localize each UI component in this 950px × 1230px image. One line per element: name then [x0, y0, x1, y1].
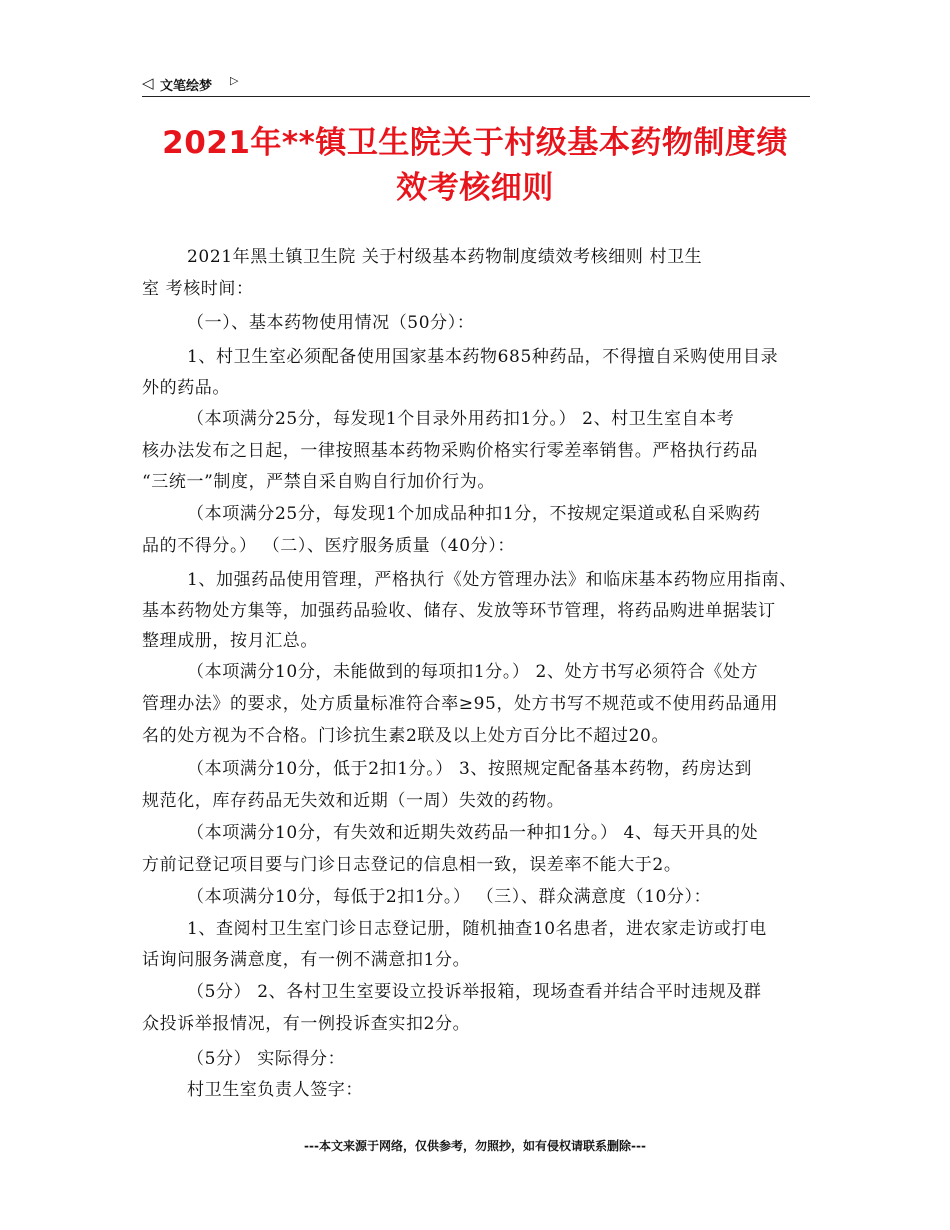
- body-line: 2021年黑土镇卫生院 关于村级基本药物制度绩效考核细则 村卫生: [187, 247, 703, 267]
- body-line: 1、查阅村卫生室门诊日志登记册，随机抽查10名患者，进农家走访或打电: [187, 919, 767, 939]
- body-line: 室 考核时间：: [142, 279, 254, 299]
- body-line: 名的处方视为不合格。门诊抗生素2联及以上处方百分比不超过20。: [142, 726, 670, 746]
- body-line: 话询问服务满意度，有一例不满意扣1分。: [142, 950, 471, 970]
- body-line: （一）、基本药物使用情况（50分）：: [187, 313, 475, 333]
- document-title-line-1: 2021年**镇卫生院关于村级基本药物制度绩: [162, 125, 788, 161]
- footer-disclaimer: ---本文来源于网络，仅供参考，勿照抄，如有侵权请联系删除---: [304, 1139, 646, 1153]
- body-line: （本项满分25分，每发现1个加成品种扣1分，不按规定渠道或私自采购药: [187, 504, 761, 524]
- body-line: 众投诉举报情况，有一例投诉查实扣2分。: [142, 1014, 471, 1034]
- brand-name: 文笔绘梦: [160, 79, 213, 94]
- document-title-line-2: 效考核细则: [396, 170, 554, 206]
- body-line: （本项满分10分，有失效和近期失效药品一种扣1分。） 4、每天开具的处: [187, 823, 759, 843]
- body-line: （本项满分10分，未能做到的每项扣1分。） 2、处方书写必须符合《处方: [187, 662, 759, 682]
- triangle-right-icon: ▷: [230, 74, 239, 87]
- page-header: [142, 70, 810, 97]
- body-line: （本项满分25分，每发现1个目录外用药扣1分。） 2、村卫生室自本考: [187, 409, 735, 429]
- body-line: 品的不得分。） （二）、医疗服务质量（40分）：: [142, 536, 515, 556]
- triangle-left-icon: ◁: [142, 74, 154, 92]
- body-line: 管理办法》的要求，处方质量标准符合率≥95，处方书写不规范或不使用药品通用: [142, 694, 779, 714]
- body-line: （本项满分10分，每低于2扣1分。） （三）、群众满意度（10分）：: [187, 887, 712, 907]
- body-line: 核办法发布之日起，一律按照基本药物采购价格实行零差率销售。严格执行药品: [142, 441, 758, 461]
- body-line: 基本药物处方集等，加强药品验收、储存、发放等环节管理，将药品购进单据装订: [142, 601, 776, 621]
- body-line: （本项满分10分，低于2扣1分。） 3、按照规定配备基本药物，药房达到: [187, 759, 752, 779]
- body-line: （5分） 2、各村卫生室要设立投诉举报箱，现场查看并结合平时违规及群: [187, 982, 762, 1002]
- body-line: 1、村卫生室必须配备使用国家基本药物685种药品，不得擅自采购使用目录: [187, 347, 779, 367]
- body-line: “三统一”制度，严禁自采自购自行加价行为。: [142, 472, 495, 492]
- body-line: 外的药品。: [142, 378, 230, 398]
- body-line: 村卫生室负责人签字：: [187, 1080, 363, 1100]
- body-line: 整理成册，按月汇总。: [142, 631, 318, 651]
- body-line: 规范化，库存药品无失效和近期（一周）失效的药物。: [142, 791, 565, 811]
- body-line: （5分） 实际得分：: [187, 1049, 346, 1069]
- body-line: 方前记登记项目要与门诊日志登记的信息相一致，误差率不能大于2。: [142, 855, 682, 875]
- body-line: 1、加强药品使用管理，严格执行《处方管理办法》和临床基本药物应用指南、: [187, 570, 797, 590]
